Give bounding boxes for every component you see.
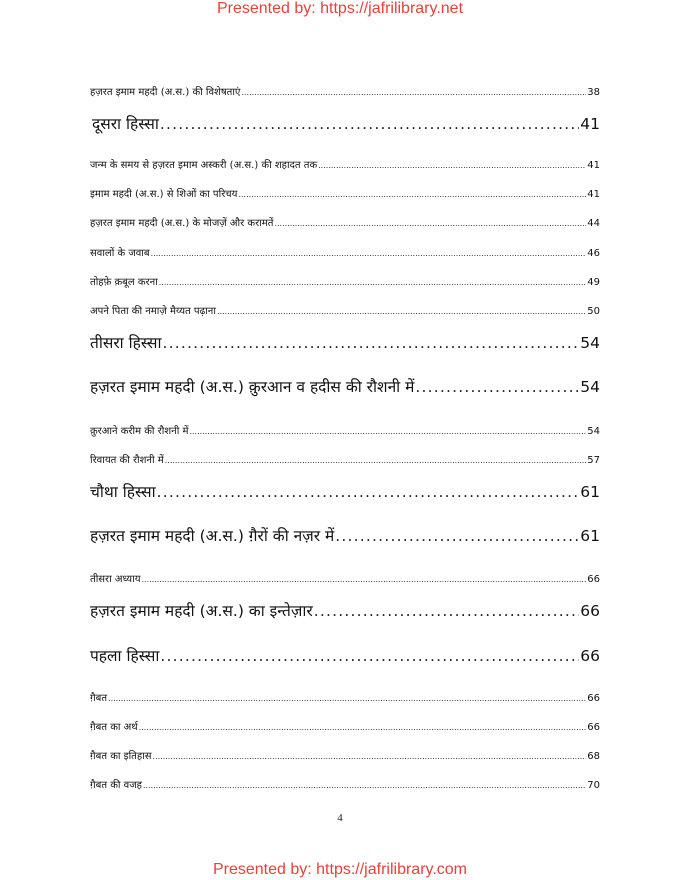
toc-entry[interactable] — [90, 423, 600, 437]
toc-entry[interactable] — [90, 84, 600, 98]
toc-entry-title: ग़ैबत की वजह — [90, 780, 142, 791]
toc-entry-page: 49 — [587, 277, 600, 288]
toc-entry[interactable] — [90, 571, 600, 585]
toc-entry[interactable] — [90, 186, 600, 200]
toc-entry[interactable] — [90, 452, 600, 466]
toc-entry-title: क़ुरआने करीम की रौशनी में — [90, 426, 189, 437]
toc-leader-dots — [160, 647, 579, 665]
toc-entry[interactable] — [90, 303, 600, 317]
toc-entry-title: तीसरा हिस्सा — [90, 334, 162, 352]
toc-leader-dots — [157, 483, 580, 501]
toc-entry-page: 38 — [587, 87, 600, 98]
toc-entry-page: 54 — [580, 334, 600, 352]
toc-entry-title: हज़रत इमाम महदी (अ.स.) की विशेषताएं — [90, 87, 241, 98]
toc-entry-title: पहला हिस्सा — [90, 647, 160, 665]
toc-leader-dots — [415, 378, 579, 396]
toc-entry-page: 66 — [587, 693, 600, 704]
toc-entry[interactable] — [90, 748, 600, 762]
toc-leader-dots — [238, 189, 586, 200]
toc-entry-page: 66 — [580, 602, 600, 620]
toc-entry-page: 66 — [587, 722, 600, 733]
toc-entry-title: तीसरा अध्याय — [90, 574, 141, 585]
toc-entry-title: ग़ैबत का इतिहास — [90, 751, 152, 762]
toc-entry-page: 46 — [587, 248, 600, 259]
toc-entry-page: 66 — [587, 574, 600, 585]
toc-entry-page: 54 — [587, 426, 600, 437]
toc-entry-page: 70 — [587, 780, 600, 791]
toc-leader-dots — [335, 527, 579, 545]
toc-entry[interactable] — [90, 777, 600, 791]
toc-leader-dots — [142, 574, 587, 585]
footer-banner[interactable]: Presented by: https://jafrilibrary.com — [212, 861, 468, 878]
toc-entry[interactable] — [90, 524, 600, 546]
toc-entry-title: सवालों के जवाब — [90, 248, 150, 259]
toc-entry-page: 61 — [580, 527, 600, 545]
toc-entry-page: 44 — [587, 218, 600, 229]
toc-entry-title: रिवायत की रौशनी में — [90, 455, 164, 466]
toc-entry-page: 68 — [587, 751, 600, 762]
toc-leader-dots — [139, 722, 587, 733]
toc-entry[interactable] — [90, 157, 600, 171]
toc-entry[interactable] — [90, 719, 600, 733]
toc-entry-page: 57 — [587, 455, 600, 466]
toc-entry-title: अपने पिता की नमाज़े मैय्यत पढ़ाना — [90, 306, 216, 317]
toc-entry-title: हज़रत इमाम महदी (अ.स.) के मोजज़ें और करामतें — [90, 218, 274, 229]
toc-leader-dots — [159, 277, 587, 288]
toc-leader-dots — [189, 426, 586, 437]
toc-entry-title: ग़ैबत — [90, 693, 108, 704]
toc-leader-dots — [165, 455, 587, 466]
toc-entry[interactable] — [90, 215, 600, 229]
toc-entry-title: जन्म के समय से हज़रत इमाम अस्करी (अ.स.) की शहादत तक — [90, 160, 318, 171]
toc-leader-dots — [217, 306, 586, 317]
toc-entry[interactable] — [90, 644, 600, 666]
toc-entry[interactable] — [90, 245, 600, 259]
toc-entry[interactable] — [90, 274, 600, 288]
toc-leader-dots — [143, 780, 586, 791]
toc-entry[interactable] — [90, 331, 600, 353]
toc-leader-dots — [160, 115, 579, 133]
toc-entry[interactable] — [90, 112, 600, 134]
toc-entry-page: 54 — [580, 378, 600, 396]
toc-entry[interactable] — [90, 375, 600, 397]
toc-leader-dots — [274, 218, 586, 229]
toc-entry-title: इमाम महदी (अ.स.) से शिओं का परिचय — [90, 189, 238, 200]
toc-entry-page: 66 — [580, 647, 600, 665]
toc-entry[interactable] — [90, 599, 600, 621]
toc-entry-title: हज़रत इमाम महदी (अ.स.) ग़ैरों की नज़र में — [90, 527, 335, 545]
toc-leader-dots — [163, 334, 580, 352]
toc-entry-page: 41 — [587, 189, 600, 200]
toc-leader-dots — [314, 602, 580, 620]
toc-entry-title: दूसरा हिस्सा — [92, 115, 159, 133]
toc-entry-title: ग़ैबत का अर्थ — [90, 722, 138, 733]
toc-leader-dots — [151, 248, 587, 259]
toc-leader-dots — [108, 693, 586, 704]
toc-leader-dots — [153, 751, 587, 762]
page-number: 4 — [337, 812, 343, 824]
toc-leader-dots — [318, 160, 586, 171]
toc-entry-page: 50 — [587, 306, 600, 317]
toc-leader-dots — [241, 87, 586, 98]
toc-entry-title: हज़रत इमाम महदी (अ.स.) क़ुरआन व हदीस की रौशनी में — [90, 378, 415, 396]
toc-entry[interactable] — [90, 480, 600, 502]
toc-entry-title: चौथा हिस्सा — [90, 483, 156, 501]
toc-entry[interactable] — [90, 690, 600, 704]
header-banner[interactable]: Presented by: https://jafrilibrary.net — [216, 0, 464, 17]
toc-entry-page: 61 — [580, 483, 600, 501]
toc-entry-title: तोहफ़े क़बूल करना — [90, 277, 158, 288]
toc-entry-page: 41 — [587, 160, 600, 171]
toc-entry-page: 41 — [580, 115, 600, 133]
toc-entry-title: हज़रत इमाम महदी (अ.स.) का इन्तेज़ार — [90, 602, 313, 620]
